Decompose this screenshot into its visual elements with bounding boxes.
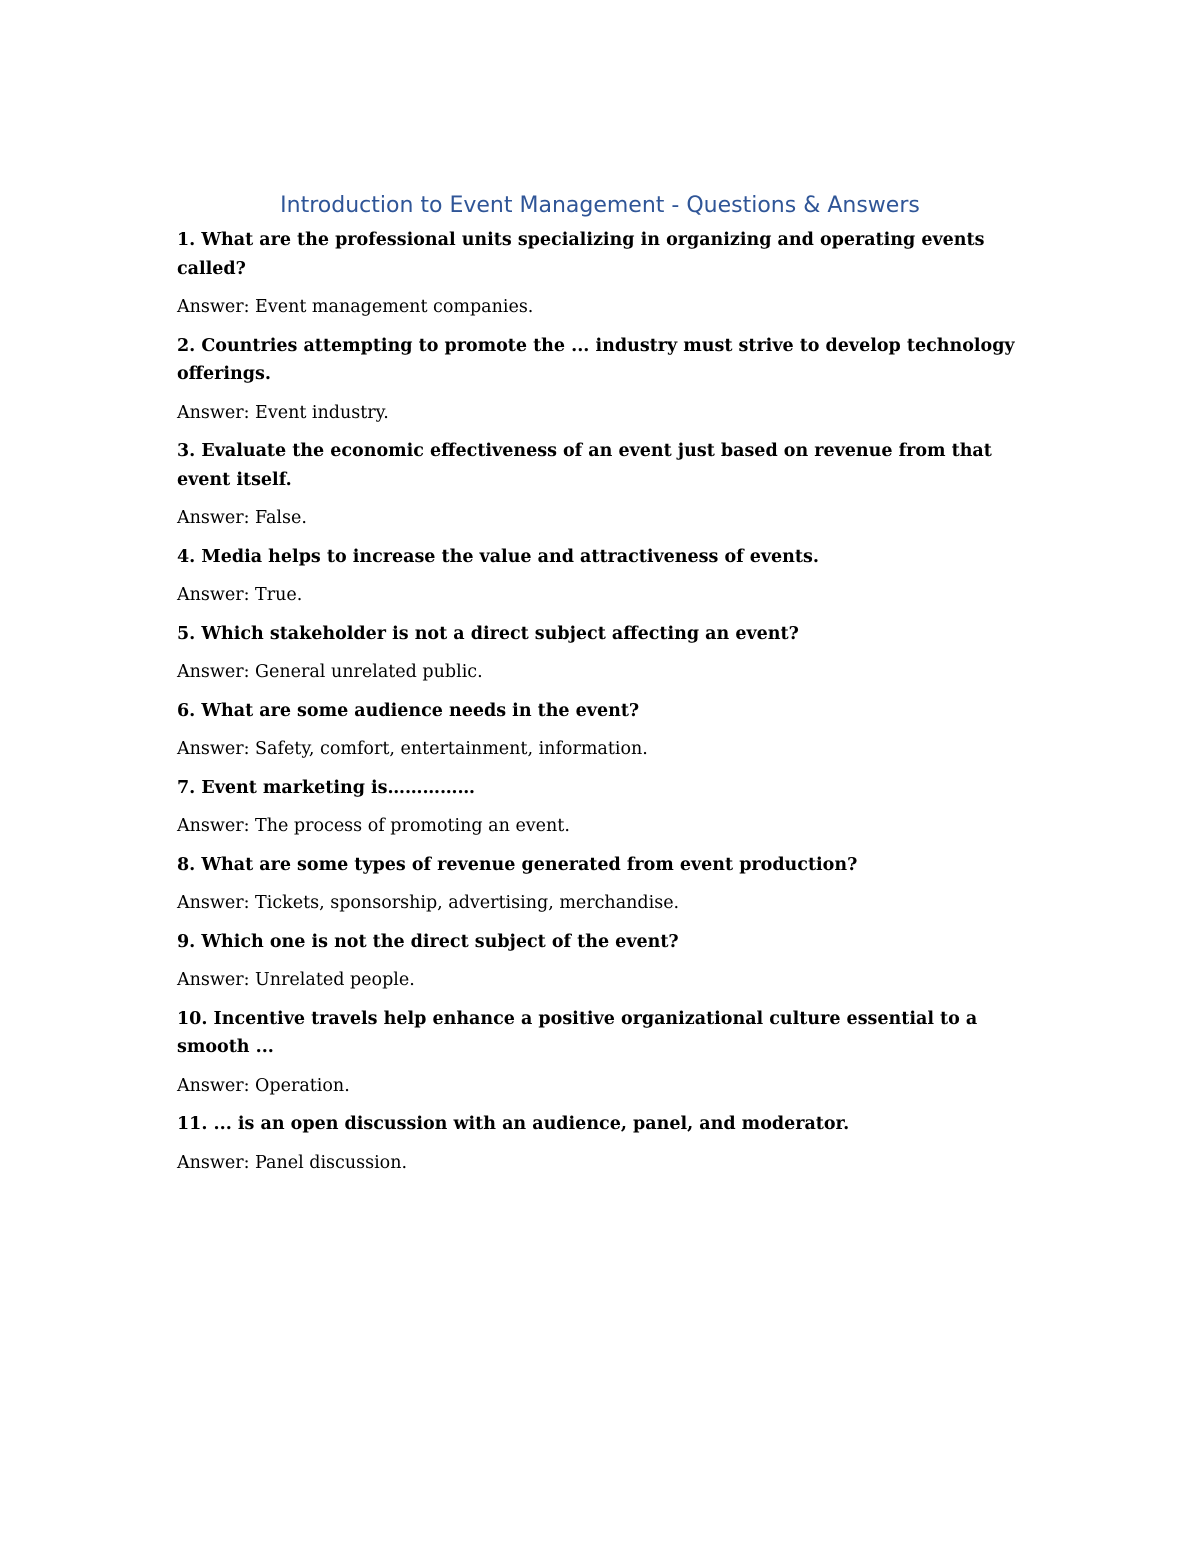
answer-8: Answer: Tickets, sponsorship, advertising, merchandise. (177, 893, 680, 913)
answer-10: Answer: Operation. (177, 1075, 350, 1096)
question-1: 1. What are the professional units specializing in organizing and operating events called? (177, 230, 985, 279)
qa-item-6 (177, 697, 1022, 764)
answer-9: Answer: Unrelated people. (177, 970, 415, 990)
answer-3: Answer: False. (177, 508, 307, 528)
qa-list (177, 226, 1022, 1187)
question-10: 10. Incentive travels help enhance a positive organizational culture essential to a smooth ... (177, 1008, 978, 1057)
qa-item-4 (177, 543, 1022, 610)
answer-11: Answer: Panel discussion. (177, 1152, 408, 1173)
qa-item-2 (177, 332, 1022, 428)
question-11: 11. ... is an open discussion with an audience, panel, and moderator. (177, 1114, 850, 1134)
answer-4: Answer: True. (177, 585, 303, 605)
question-9: 9. Which one is not the direct subject of the event? (177, 931, 679, 952)
answer-7: Answer: The process of promoting an event. (177, 816, 570, 836)
qa-item-7 (177, 774, 1022, 841)
answer-6: Answer: Safety, comfort, entertainment, information. (177, 739, 648, 759)
answer-1: Answer: Event management companies. (177, 297, 534, 317)
qa-item-3 (177, 437, 1022, 533)
question-5: 5. Which stakeholder is not a direct subject affecting an event? (177, 623, 799, 644)
question-6: 6. What are some audience needs in the event? (177, 700, 640, 721)
question-2: 2. Countries attempting to promote the ... industry must strive to develop technology offerings. (177, 335, 1015, 384)
qa-item-8 (177, 851, 1022, 918)
qa-item-5 (177, 620, 1022, 687)
question-3: 3. Evaluate the economic effectiveness of an event just based on revenue from that event itself. (177, 441, 992, 490)
qa-item-10 (177, 1005, 1022, 1101)
qa-item-1 (177, 226, 1022, 322)
question-7: 7. Event marketing is…………… (177, 777, 476, 798)
question-4: 4. Media helps to increase the value and attractiveness of events. (177, 546, 819, 567)
qa-item-9 (177, 928, 1022, 995)
answer-2: Answer: Event industry. (177, 402, 389, 423)
qa-item-11 (177, 1110, 1022, 1177)
answer-5: Answer: General unrelated public. (177, 662, 483, 682)
question-8: 8. What are some types of revenue generated from event production? (177, 854, 858, 875)
document-title: Introduction to Event Management - Questions & Answers (280, 193, 920, 218)
